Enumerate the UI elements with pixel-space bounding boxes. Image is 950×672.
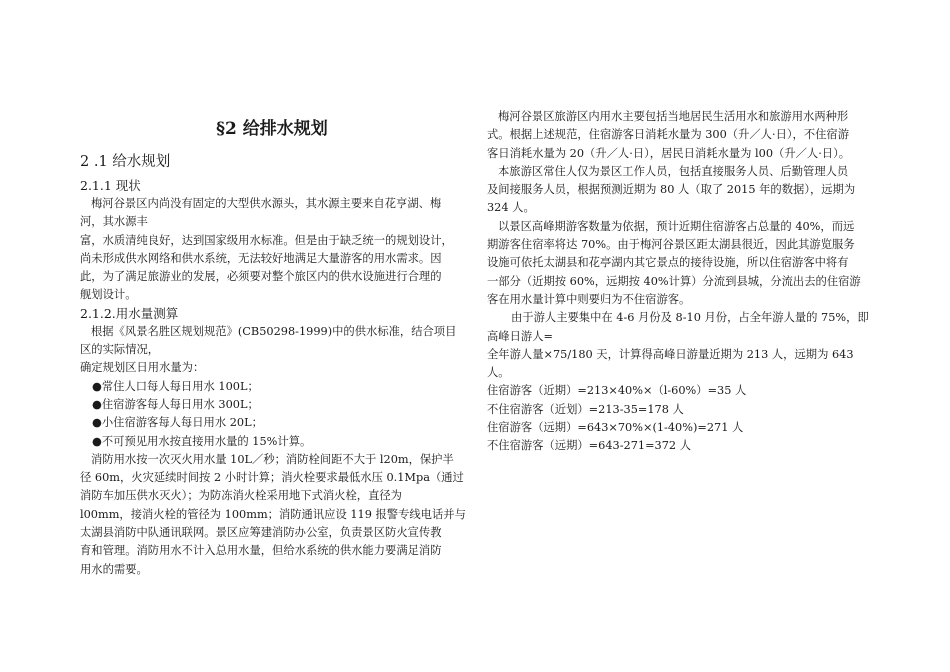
text-line: 高峰日游人= bbox=[487, 329, 553, 343]
text-line: 梅河谷景区内尚没有固定的大型供水源头，其水源主要来自花亨湖、梅 bbox=[91, 197, 442, 210]
list-item: ●小住宿游客每人每日用水 20L； bbox=[92, 416, 263, 430]
formula-line: 住宿游客（远期）=643×70%×(1-40%)=271 人 bbox=[487, 421, 744, 435]
left-column bbox=[80, 177, 473, 579]
fire-paragraph bbox=[80, 451, 473, 579]
list-item: ●不可预见用水按直接用水量的 15%计算。 bbox=[92, 434, 312, 448]
residents-paragraph bbox=[487, 163, 871, 218]
text-line: 径 60m，火灾延续时间按 2 小时计算；消火栓要求最低水压 0.1Mpa（通过 bbox=[80, 471, 464, 485]
text-line: 期游客住宿率将达 70%。由于梅河谷景区距太湖县很近，因此其游览服务 bbox=[487, 238, 855, 252]
calc-paragraph bbox=[80, 323, 473, 378]
page-title: §2 给排水规划 bbox=[216, 119, 328, 139]
text-line: 一部分（近期按 60%，远期按 40%计算）分流到县城，分流出去的住宿游 bbox=[487, 274, 861, 288]
formula-line: 住宿游客（近期）=213×40%×（l-60%）=35 人 bbox=[487, 384, 747, 398]
text-line: 用水的需要。 bbox=[80, 562, 148, 576]
text-line: 本旅游区常住人仅为景区工作人员，包括直接服务人员、后勤管理人员 bbox=[498, 164, 849, 178]
text-line: 育和管理。消防用水不计入总用水量，但给水系统的供水能力要满足消防 bbox=[80, 544, 442, 558]
text-line: 确定规划区日用水量为： bbox=[80, 361, 205, 375]
formula-line: 不住宿游客（近划）=213-35=178 人 bbox=[487, 402, 684, 416]
text-line: 河，其水源丰 bbox=[80, 215, 148, 229]
section-heading-water-supply: 2 .1 给水规划 bbox=[80, 154, 171, 170]
text-line: l00mm，接消火栓的管径为 100mm；消防通讯应设 119 报警专线电话并与 bbox=[80, 507, 466, 521]
text-line: 尚未形成供水网络和供水系统，无法较好地满足大量游客的用水需求。因 bbox=[80, 251, 442, 265]
tourists-paragraph bbox=[487, 218, 871, 309]
text-line: 根据《风景名胜区规划规范》(CB50298-1999)中的供水标准，结合项目 bbox=[91, 324, 457, 338]
right-column bbox=[487, 108, 871, 456]
text-line: 消防用水按一次灭火用水量 10L／秒；消防栓间距不大于 l20m，保护半 bbox=[91, 452, 454, 466]
text-line: 式。根据上述规范，住宿游客日消耗水量为 300（升／人·日），不住宿游 bbox=[487, 128, 850, 142]
bullet-list bbox=[80, 378, 473, 451]
text-line: 此，为了满足旅游业的发展，必须要对整个旅区内的供水设施进行合理的 bbox=[80, 270, 442, 284]
formula-line: 全年游人量×75/180 天，计算得高峰日游量近期为 213 人，远期为 643 人。 bbox=[487, 347, 854, 380]
formula-block bbox=[487, 346, 871, 456]
formula-line: 不住宿游客（远期）=643-271=372 人 bbox=[487, 439, 691, 453]
text-line: 324 人。 bbox=[487, 201, 535, 215]
list-item: ●住宿游客每人每日用水 300L； bbox=[92, 397, 259, 411]
text-line: 及间接服务人员，根据预测近期为 80 人（取了 2015 年的数据），远期为 bbox=[487, 183, 856, 197]
text-line: 客日消耗水量为 20（升／人·日），居民日消耗水量为 l00（升／人·日）。 bbox=[487, 146, 851, 160]
text-line: 舰划设计。 bbox=[80, 288, 137, 302]
text-line: 富，水质清纯良好，达到国家级用水标准。但是由于缺乏统一的规划设计， bbox=[80, 233, 453, 247]
text-line: 由于游人主要集中在 4-6 月份及 8-10 月份，占全年游人量的 75%，即 bbox=[511, 311, 869, 325]
peak-paragraph bbox=[487, 309, 871, 346]
list-item: ●常住人口每人每日用水 100L； bbox=[92, 379, 259, 393]
subsection-heading-status: 2.1.1 现状 bbox=[80, 178, 141, 193]
text-line: 太湖县消防中队通讯联网。景区应筹建消防办公室，负责景区防火宣传教 bbox=[80, 526, 442, 540]
usage-paragraph bbox=[487, 108, 871, 163]
text-line: 区的实际情况， bbox=[80, 343, 160, 357]
text-line: 以景区高峰期游客数量为依据，预计近期住宿游客占总量的 40%，而远 bbox=[498, 219, 855, 233]
status-paragraph bbox=[80, 195, 473, 305]
text-line: 梅河谷景区旅游区内用水主要包括当地居民生活用水和旅游用水两种形 bbox=[498, 110, 849, 123]
text-line: 客在用水量计算中则要归为不住宿游客。 bbox=[487, 292, 691, 306]
text-line: 设施可依托太湖县和花亭湖内其它景点的接待设施，所以住宿游客中将有 bbox=[487, 256, 849, 270]
text-line: 消防车加压供水灭火）；为防冻消火栓采用地下式消火栓，直径为 bbox=[80, 489, 402, 503]
subsection-heading-water-calc: 2.1.2.用水量测算 bbox=[80, 305, 179, 321]
